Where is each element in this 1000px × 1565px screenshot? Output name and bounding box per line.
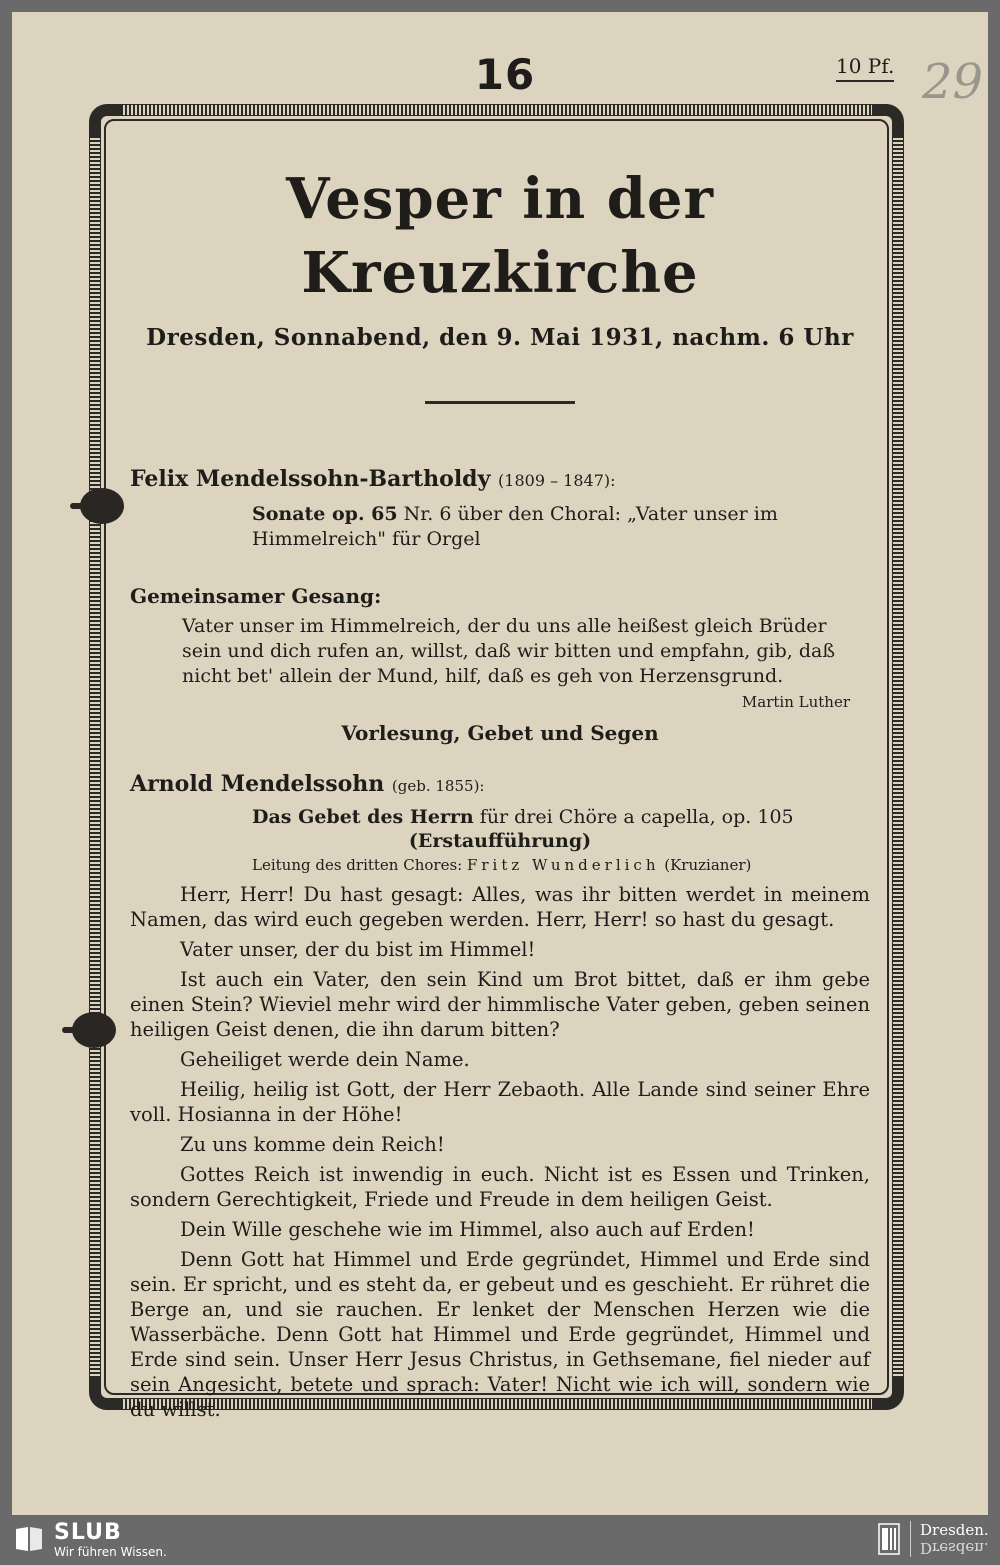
composer-name: Arnold Mendelssohn bbox=[130, 771, 385, 797]
conductor-prefix: Leitung des dritten Chores: bbox=[252, 856, 467, 874]
punch-hole bbox=[80, 488, 124, 524]
page-number: 16 bbox=[474, 50, 536, 99]
composer-heading bbox=[130, 771, 870, 797]
footer-separator bbox=[910, 1521, 911, 1557]
city-name: Dresden. bbox=[920, 1521, 989, 1539]
library-tagline: Wir führen Wissen. bbox=[54, 1545, 167, 1559]
hymn-author: Martin Luther bbox=[741, 693, 850, 711]
text-paragraph: Herr, Herr! Du hast gesagt: Alles, was ihr bitten werdet in meinem Namen, das wird euch gegeben werden. Herr, Herr! so hast du gesagt. bbox=[130, 883, 870, 931]
frame-hatch-right bbox=[893, 136, 903, 1378]
text-paragraph: Ist auch ein Vater, den sein Kind um Brot bittet, daß er ihm gebe einen Stein? Wieviel mehr wird der himmlische Vater geben, geben seinen heiligen Geist denen, die ihn darum bitten? bbox=[130, 968, 870, 1041]
handwritten-note: 29 bbox=[922, 54, 984, 110]
frame-hatch-top bbox=[121, 105, 872, 115]
document-page bbox=[12, 12, 988, 1515]
composer-name: Felix Mendelssohn-Bartholdy bbox=[130, 466, 491, 492]
conductor-note bbox=[252, 856, 870, 874]
work-description bbox=[252, 502, 870, 552]
composer-dates: (geb. 1855): bbox=[391, 777, 485, 795]
frame-hatch-left bbox=[90, 136, 100, 1378]
conductor-suffix: (Kruzianer) bbox=[659, 856, 752, 874]
event-date: Dresden, Sonnabend, den 9. Mai 1931, nachm. 6 Uhr bbox=[146, 324, 854, 351]
work-text: Nr. 6 über den Choral: „Vater unser im Himmelreich" für Orgel bbox=[252, 503, 778, 550]
punch-hole bbox=[72, 1012, 116, 1048]
text-paragraph: Vater unser, der du bist im Himmel! bbox=[180, 938, 536, 961]
work-description bbox=[252, 805, 870, 830]
choral-text bbox=[130, 882, 870, 1422]
work-title: Das Gebet des Herrn bbox=[252, 806, 474, 828]
divider bbox=[425, 401, 575, 404]
text-paragraph: Denn Gott hat Himmel und Erde gegründet, Himmel und Erde sind sein. Er spricht, und es steht da, er gebeut und es geschieht. Er rühret die Berge an, und sie rauchen. Er lenket der Menschen Herzen wie die Wasserbäche. Denn Gott hat Himmel und Erde gegründet, Himmel und Erde sind sein. Unser Herr Jesus Christus, in Gethsemane, fiel nieder auf sein Angesicht, betete und sprach: Vater! Nicht wie ich will, sondern wie du willst. bbox=[130, 1248, 870, 1421]
text-paragraph: Dein Wille geschehe wie im Himmel, also auch auf Erden! bbox=[180, 1218, 755, 1241]
composer-dates: (1809 – 1847): bbox=[498, 471, 616, 490]
reading-heading: Vorlesung, Gebet und Segen bbox=[341, 721, 659, 745]
price-label: 10 Pf. bbox=[836, 54, 894, 82]
slub-logo-icon bbox=[14, 1525, 44, 1553]
text-paragraph: Zu uns komme dein Reich! bbox=[180, 1133, 445, 1156]
program-content bbox=[130, 162, 870, 1427]
footer-bar bbox=[0, 1515, 1000, 1565]
city-name-reflection: Dresden. bbox=[920, 1539, 989, 1557]
text-paragraph: Heilig, heilig ist Gott, der Herr Zebaoth. Alle Lande sind seiner Ehre voll. Hosianna in der Höhe! bbox=[130, 1078, 870, 1126]
work-text: für drei Chöre a capella, op. 105 bbox=[473, 806, 794, 828]
conductor-name: Fritz Wunderlich bbox=[466, 856, 660, 874]
city-crest-icon bbox=[878, 1523, 900, 1555]
text-paragraph: Geheiliget werde dein Name. bbox=[180, 1048, 470, 1071]
library-name: SLUB bbox=[54, 1520, 122, 1545]
hymn-heading: Gemeinsamer Gesang: bbox=[130, 584, 382, 608]
text-paragraph: Gottes Reich ist inwendig in euch. Nicht ist es Essen und Trinken, sondern Gerechtigkeit, Friede und Freude in dem heiligen Geist. bbox=[130, 1163, 870, 1211]
hymn-text: Vater unser im Himmelreich, der du uns alle heißest gleich Brüder sein und dich rufen an, willst, daß wir bitten und empfahn, gib, daß nicht bet' allein der Mund, hilf, daß es geh von Herzensgrund. bbox=[182, 615, 836, 687]
premiere-note: (Erstaufführung) bbox=[408, 830, 592, 852]
page-title: Vesper in der Kreuzkirche bbox=[285, 166, 715, 306]
work-opus: Sonate op. 65 bbox=[252, 503, 398, 525]
composer-heading bbox=[130, 466, 870, 492]
